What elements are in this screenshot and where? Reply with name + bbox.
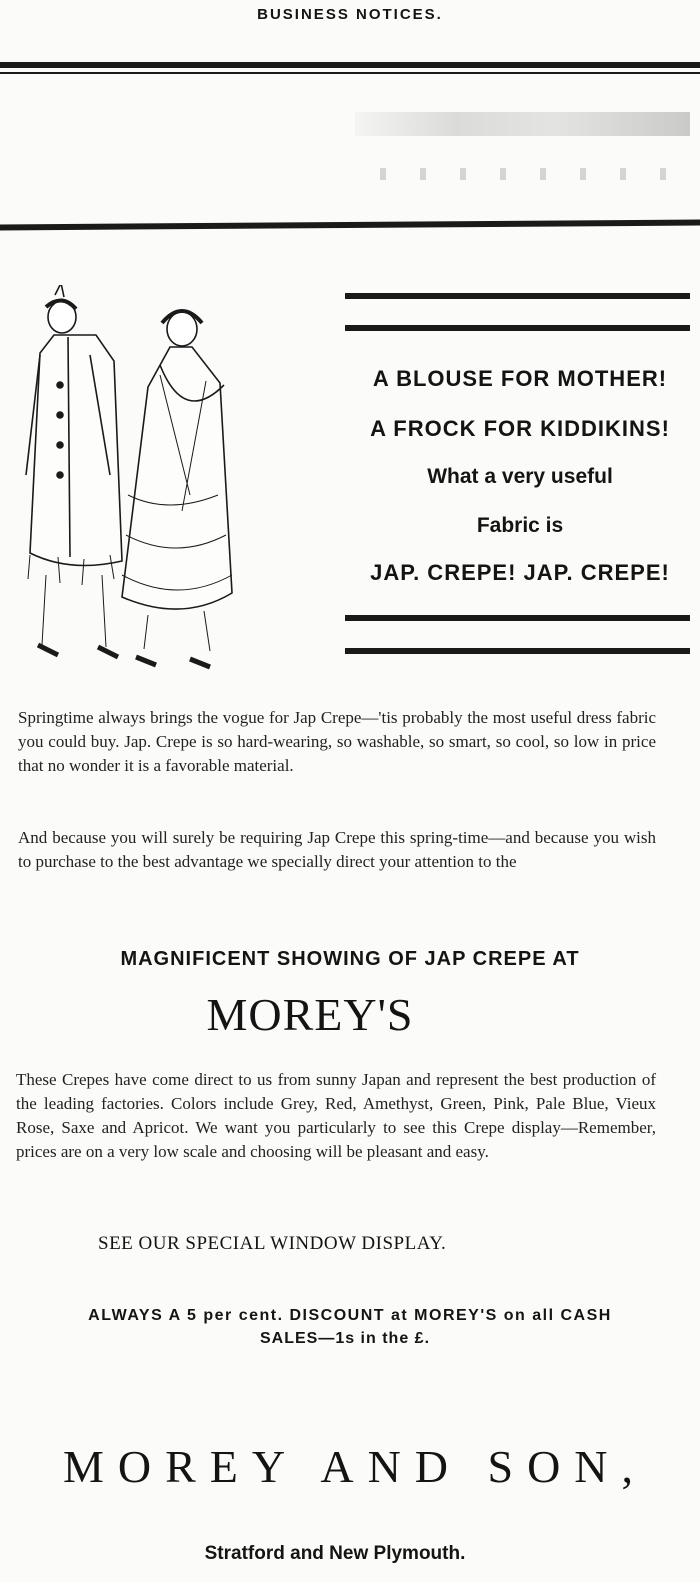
banner-line-fabric: Fabric is [476,514,564,537]
paragraph-colors: These Crepes have come direct to us from sunny Japan and represent the best production of the leading factories. Colors include Grey, Red, Amethyst, Green, Pink, Pale Blue, Vieux Rose, Saxe and Apricot. We want you particularly to see this Crepe display—Remember, prices are on a very low scale and choosing will be pleasant and easy. [16,1070,656,1161]
window-display-line: SEE OUR SPECIAL WINDOW DISPLAY. [98,1233,447,1254]
section-header: BUSINESS NOTICES. [257,6,443,23]
woman-in-dress-figure [122,311,232,667]
showing-heading: MAGNIFICENT SHOWING OF JAP CREPE AT [120,948,580,970]
banner-rule-2 [345,325,690,331]
faded-print-strip-2 [380,168,670,180]
banner-line-frock: A FROCK FOR KIDDIKINS! [370,416,670,441]
banner-rule-1 [345,293,690,299]
banner-rule-4 [345,648,690,654]
firm-location: Stratford and New Plymouth. [204,1543,466,1564]
banner-rule-3 [345,615,690,621]
store-name-heading: MOREY'S [206,989,414,1040]
woman-in-coat-figure [26,285,122,657]
faded-print-strip [355,112,690,136]
header-rule-top [0,62,700,68]
banner-line-crepe: JAP. CREPE! JAP. CREPE! [370,560,670,585]
fashion-illustration [10,285,235,685]
paragraph-vogue: Springtime always brings the vogue for Jap Crepe—'tis probably the most useful dress fabric you could buy. Jap. Crepe is so hard-wearing, so washable, so smart, so cool, so low in price that no wonder it is a favorable material. [18,708,656,775]
banner-line-blouse: A BLOUSE FOR MOTHER! [372,366,668,391]
paragraph-attention: And because you will surely be requiring Jap Crepe this spring-time—and because you wish to purchase to the best advantage we specially direct your attention to the [18,828,656,871]
discount-line-1: ALWAYS A 5 per cent. DISCOUNT at MOREY'S on all CASH [88,1307,612,1324]
firm-name: MOREY AND SON, [62,1441,648,1492]
header-rule-bottom [0,220,700,231]
banner-line-useful: What a very useful [427,465,613,488]
discount-line-2: SALES—1s in the £. [259,1330,431,1347]
header-rule-top-thin [0,72,700,74]
